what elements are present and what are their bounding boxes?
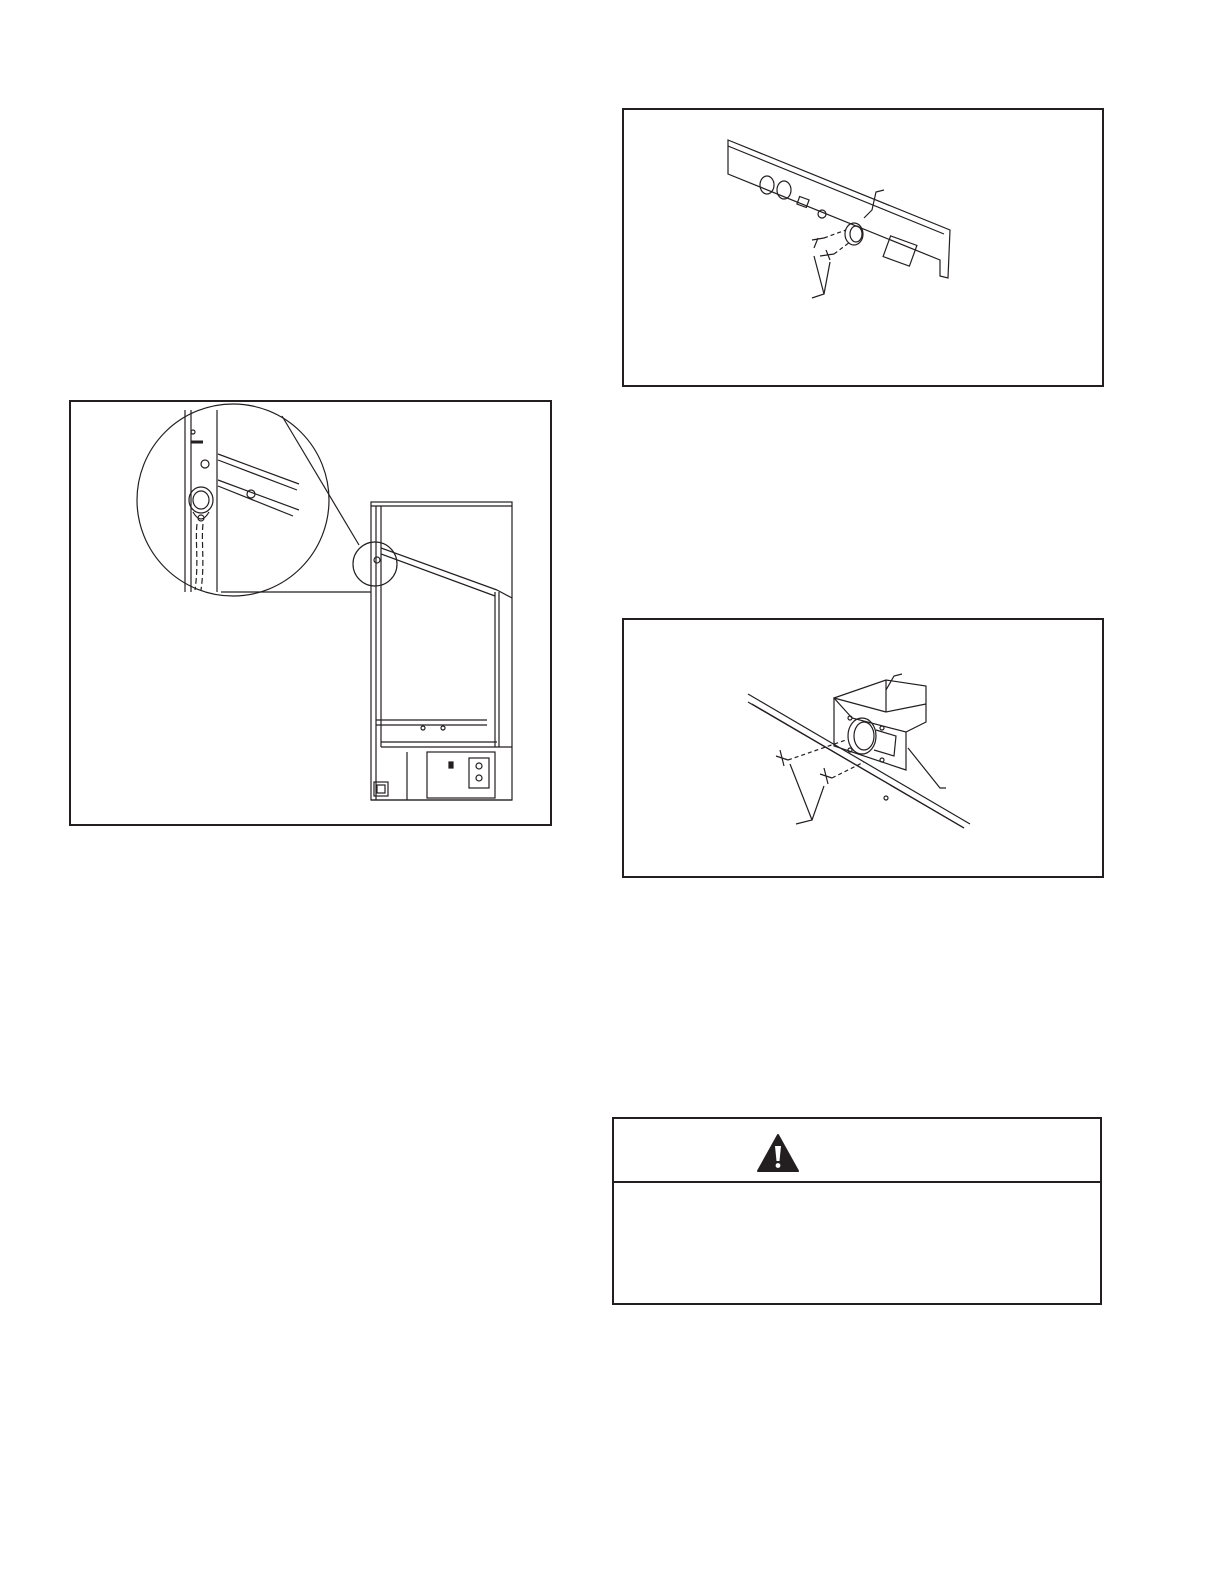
warning-body [614,1183,1100,1303]
warning-header [614,1119,1100,1183]
detail-magnifier-circle [137,404,329,596]
figure-bracket-panel [622,108,1104,387]
bracket-illustration [624,110,1106,389]
figure-cabinet-side-view [69,400,552,826]
cabinet-illustration [71,402,554,828]
warning-box [612,1117,1102,1305]
warning-triangle-icon [756,1133,800,1173]
figure-mounting-box [622,618,1104,878]
mounting-box-illustration [624,620,1106,880]
